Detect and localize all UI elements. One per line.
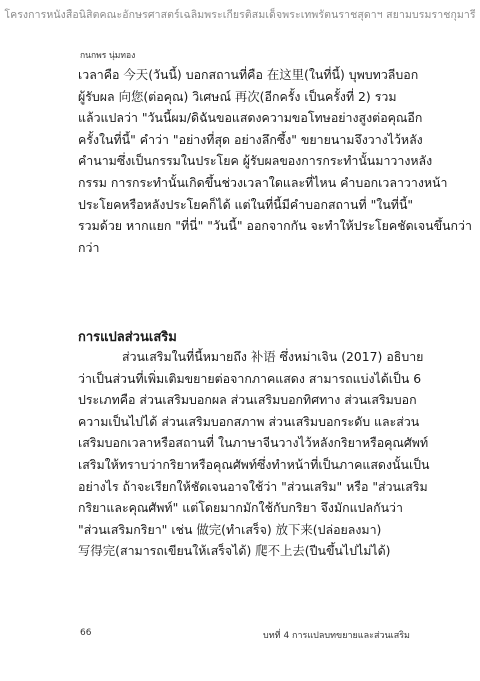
page-number: 66	[80, 628, 92, 638]
paragraph-line: 写得完(สามารถเขียนให้เสร็จได้) 爬不上去(ปีนขึ้นไปไม่ได้)	[78, 543, 391, 559]
paragraph-line: ผู้รับผล 向您(ต่อคุณ) วิเศษณ์ 再次(อีกครั้ง เป็นครั้งที่ 2) รวม	[78, 88, 397, 104]
section-heading: การแปลส่วนเสริม	[78, 330, 177, 345]
paragraph-line: คำนามซึ่งเป็นกรรมในประโยค ผู้รับผลของการกระทำนั้นมาวางหลัง	[78, 153, 433, 169]
paragraph-line: เวลาคือ 今天(วันนี้) บอกสถานที่คือ 在这里(ในที่นี้) บุพบทวลีบอก	[78, 67, 419, 82]
author-name: กนกพร นุ่มทอง	[80, 51, 136, 61]
paragraph-line: อย่างไร ถ้าจะเรียกให้ชัดเจนอาจใช้ว่า "ส่วนเสริม" หรือ "ส่วนเสริม	[78, 478, 428, 494]
paragraph-line: กริยาและคุณศัพท์" แต่โดยมากมักใช้กับกริยา จึงมักแปลกันว่า	[78, 500, 403, 516]
paragraph-line: ว่าเป็นส่วนที่เพิ่มเติมขยายต่อจากภาคแสดง สามารถแบ่งได้เป็น 6	[78, 370, 422, 386]
paragraph-line: เสริมบอกเวลาหรือสถานที่ ในภาษาจีนวางไว้หลังกริยาหรือคุณศัพท์	[78, 435, 429, 451]
paragraph-line: กรรม การกระทำนั้นเกิดขึ้นช่วงเวลาใดและที่ไหน คำบอกเวลาวางหน้า	[78, 174, 448, 190]
paragraph-line: รวมด้วย หากแยก "ที่นี่" "วันนี้" ออกจากกัน จะทำให้ประโยคชัดเจนขึ้นกว่า	[78, 218, 472, 234]
paragraph-line: ส่วนเสริมในที่นี้หมายถึง 补语 ซึ่งหม่าเจิน (2017) อธิบาย	[122, 349, 424, 364]
paragraph-line: เสริมให้ทราบว่ากริยาหรือคุณศัพท์ซึ่งทำหน้าที่เป็นภาคแสดงนั้นเป็น	[78, 456, 430, 472]
header-banner: โครงการหนังสือนิสิตคณะอักษรศาสตร์เฉลิมพระเกียรติสมเด็จพระเทพรัตนราชสุดาฯ สยามบรมราชกุมารี	[4, 9, 476, 21]
paragraph-line: "ส่วนเสริมกริยา" เช่น 做完(ทำเสร็จ) 放下来(ปล่อยลงมา)	[78, 521, 382, 537]
paragraph-line: ครั้งในที่นี้" คำว่า "อย่างที่สุด อย่างลึกซึ้ง" ขยายนามจึงวางไว้หลัง	[78, 131, 423, 147]
paragraph-1	[78, 64, 472, 258]
paragraph-2	[78, 346, 430, 562]
paragraph-line: ประโยคหรือหลังประโยคก็ได้ แต่ในที่นี้มีคำบอกสถานที่ "ในที่นี้"	[78, 196, 414, 212]
chapter-title: บทที่ 4 การแปลบทขยายและส่วนเสริม	[263, 631, 410, 641]
paragraph-line: ประเภทคือ ส่วนเสริมบอกผล ส่วนเสริมบอกทิศทาง ส่วนเสริมบอก	[78, 392, 417, 408]
paragraph-line: ความเป็นไปได้ ส่วนเสริมบอกสภาพ ส่วนเสริมบอกระดับ และส่วน	[78, 413, 420, 429]
paragraph-line: แล้วแปลว่า "วันนี้ผม/ดิฉันขอแสดงความขอโทษอย่างสูงต่อคุณอีก	[78, 110, 423, 126]
paragraph-line: กว่า	[78, 239, 100, 255]
